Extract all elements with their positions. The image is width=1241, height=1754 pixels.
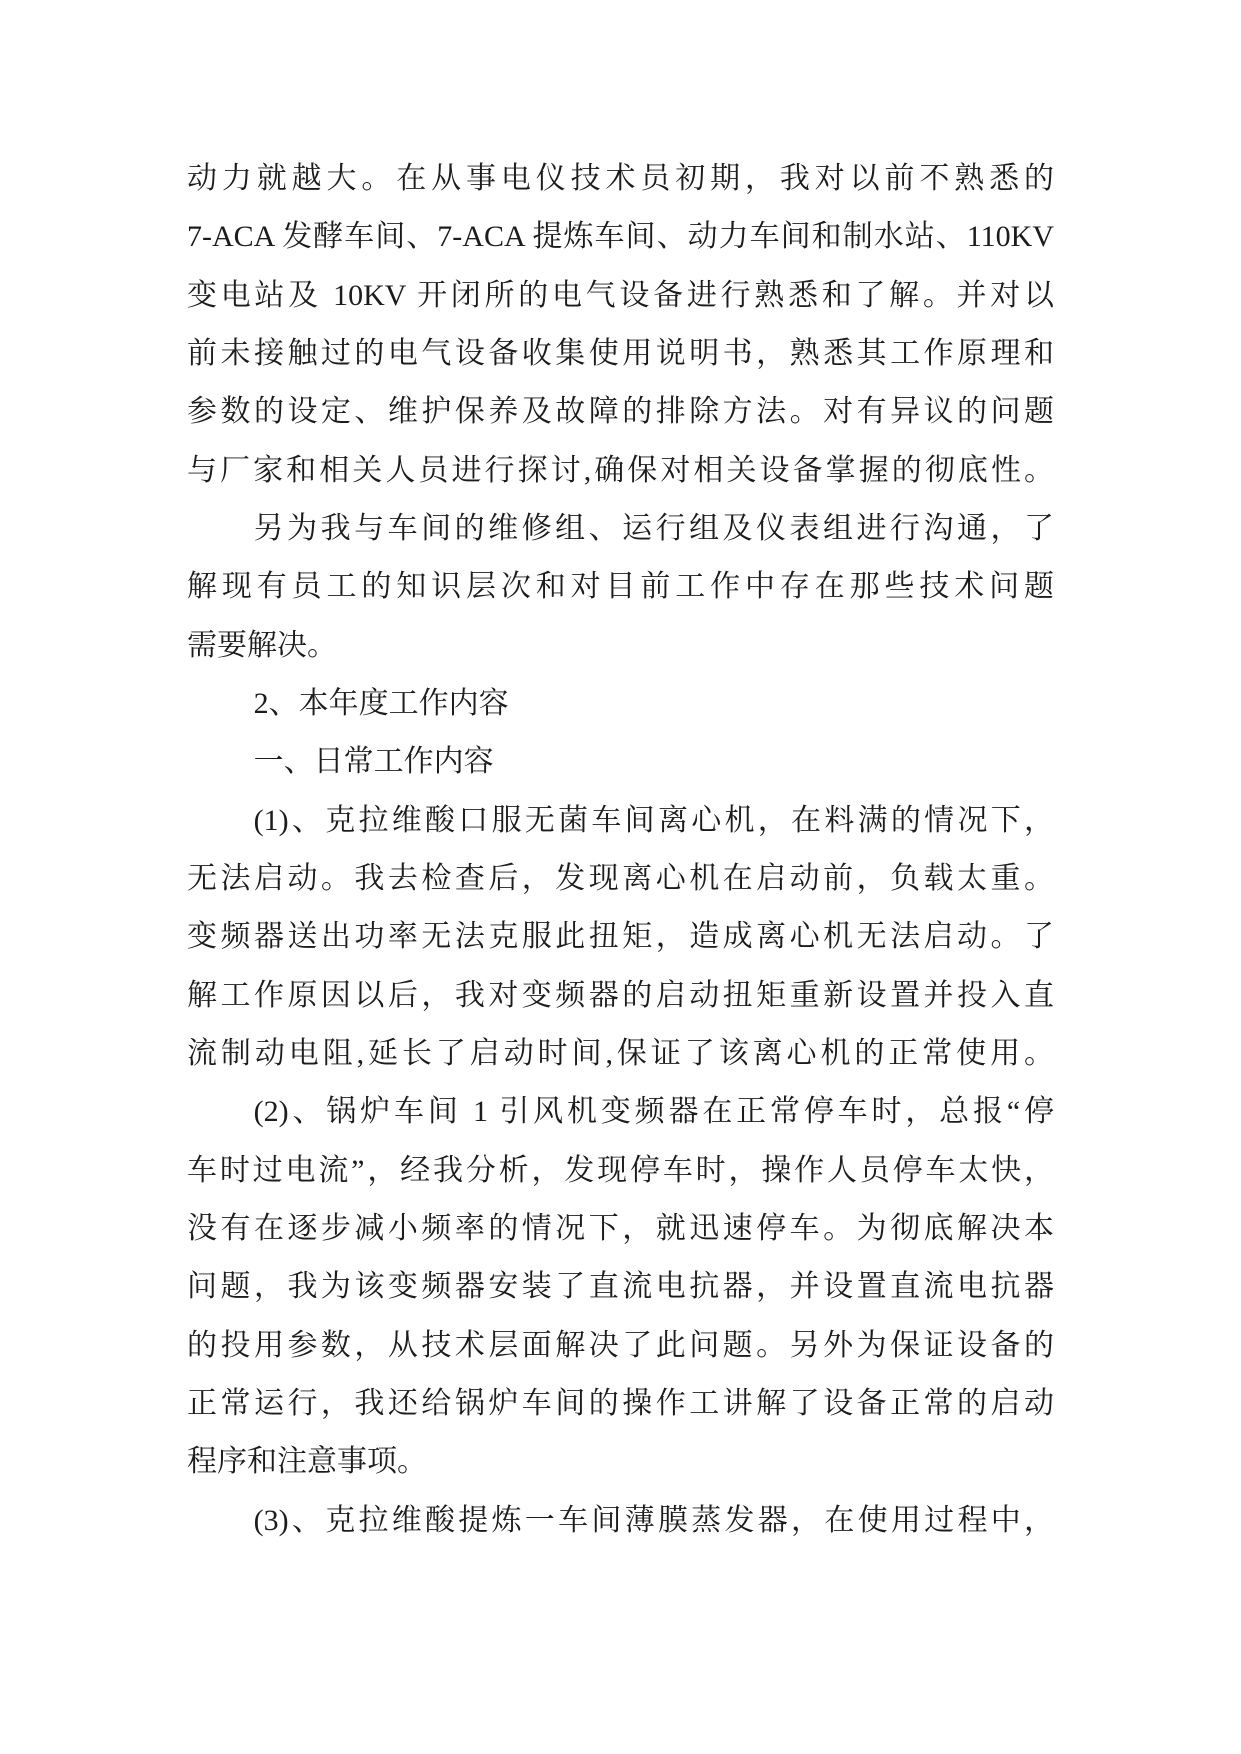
subsection-heading bbox=[187, 733, 1054, 791]
section-heading bbox=[187, 675, 1054, 733]
text-line: 参数的设定、维护保养及故障的排除方法。对有异议的问题 bbox=[187, 395, 1054, 429]
text-line: 动力就越大。在从事电仪技术员初期，我对以前不熟悉的 bbox=[187, 162, 1054, 195]
text-line: 需要解决。 bbox=[187, 628, 337, 662]
text-line: 前未接触过的电气设备收集使用说明书，熟悉其工作原理和 bbox=[187, 336, 1054, 370]
text-line: (2)、锅炉车间 1 引风机变频器在正常停车时，总报“停 bbox=[253, 1095, 1054, 1129]
text-line: 的投用参数，从技术层面解决了此问题。另外为保证设备的 bbox=[187, 1328, 1054, 1362]
paragraph bbox=[187, 500, 1054, 675]
text-line: (3)、克拉维酸提炼一车间薄膜蒸发器，在使用过程中， bbox=[253, 1503, 1054, 1537]
text-line: 变电站及 10KV 开闭所的电气设备进行熟悉和了解。并对以 bbox=[187, 278, 1054, 312]
text-line: 一、日常工作内容 bbox=[253, 745, 494, 779]
text-line: 无法启动。我去检查后，发现离心机在启动前，负载太重。 bbox=[187, 861, 1054, 895]
text-line: 流制动电阻,延长了启动时间,保证了该离心机的正常使用。 bbox=[187, 1036, 1054, 1070]
text-line: 2、本年度工作内容 bbox=[253, 686, 509, 720]
text-line: 正常运行，我还给锅炉车间的操作工讲解了设备正常的启动 bbox=[187, 1386, 1054, 1420]
text-line: 另为我与车间的维修组、运行组及仪表组进行沟通，了 bbox=[253, 511, 1054, 545]
text-line: 程序和注意事项。 bbox=[187, 1445, 427, 1479]
text-line: 7-ACA 发酵车间、7-ACA 提炼车间、动力车间和制水站、110KV bbox=[187, 220, 1054, 254]
text-line: 与厂家和相关人员进行探讨,确保对相关设备掌握的彻底性。 bbox=[187, 453, 1054, 487]
text-line: 解工作原因以后，我对变频器的启动扭矩重新设置并投入直 bbox=[187, 978, 1054, 1012]
paragraph bbox=[187, 150, 1054, 500]
text-line: 解现有员工的知识层次和对目前工作中存在那些技术问题 bbox=[187, 570, 1054, 604]
text-line: 车时过电流”，经我分析，发现停车时，操作人员停车太快， bbox=[187, 1153, 1054, 1187]
text-line: 问题，我为该变频器安装了直流电抗器，并设置直流电抗器 bbox=[187, 1270, 1054, 1304]
paragraph bbox=[187, 792, 1054, 1084]
text-line: (1)、克拉维酸口服无菌车间离心机，在料满的情况下， bbox=[253, 803, 1054, 837]
paragraph bbox=[187, 1492, 1054, 1550]
text-line: 没有在逐步减小频率的情况下，就迅速停车。为彻底解决本 bbox=[187, 1211, 1054, 1245]
document-body bbox=[187, 150, 1054, 1550]
text-line: 变频器送出功率无法克服此扭矩，造成离心机无法启动。了 bbox=[187, 920, 1054, 954]
paragraph bbox=[187, 1083, 1054, 1491]
